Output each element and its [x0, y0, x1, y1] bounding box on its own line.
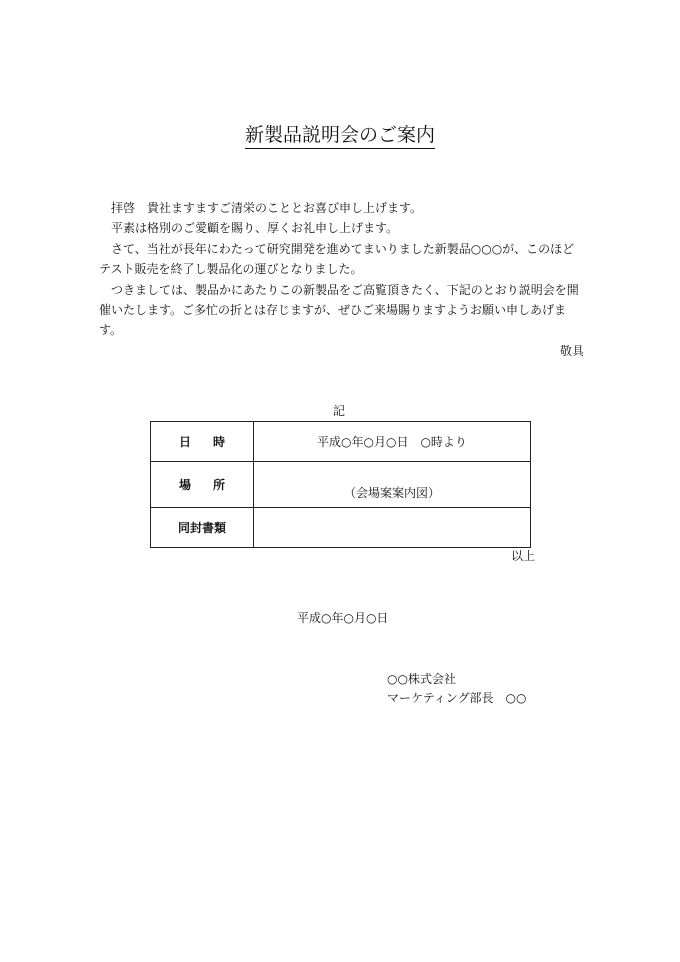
greeting-paragraph: 拝啓 貴社ますますご清栄のこととお喜び申し上げます。 — [111, 201, 423, 215]
invitation-paragraph: つきましては、製品かにあたりこの新製品をご高覧頂きたく、下記のとおり説明会を開催いたします。ご多忙の折とは存じますが、ぜひご来場賜りますようお願い申しあげます。 — [99, 282, 579, 338]
details-row-enclosures — [151, 508, 531, 548]
enclosures-value — [254, 508, 531, 548]
details-row-datetime — [151, 422, 531, 462]
details-table — [150, 421, 531, 548]
datetime-value: 平成○年○月○日 ○時より — [254, 422, 531, 462]
sender-department: マーケティング部長 ○○ — [387, 691, 527, 705]
document-title — [0, 122, 680, 148]
sender-block — [387, 670, 527, 708]
letter-body — [99, 198, 585, 341]
document-title-text: 新製品説明会のご案内 — [245, 124, 435, 149]
end-mark: 以上 — [511, 549, 536, 563]
sender-company: ○○株式会社 — [387, 672, 456, 686]
closing-word: 敬具 — [559, 344, 584, 358]
venue-label: 場所 — [151, 462, 254, 508]
venue-value: （会場案案内図） — [254, 462, 531, 508]
enclosures-label: 同封書類 — [151, 508, 254, 548]
letter-date: 平成○年○月○日 — [297, 611, 389, 625]
announcement-paragraph: さて、当社が長年にわたって研究開発を進めてまいりました新製品○○○が、このほどテスト販売を終了し製品化の運びとなりました。 — [99, 241, 575, 277]
details-row-venue — [151, 462, 531, 508]
thanks-paragraph: 平素は格別のご愛顧を賜り、厚くお礼申し上げます。 — [111, 221, 399, 236]
datetime-label: 日時 — [151, 422, 254, 462]
ki-heading: 記 — [333, 404, 346, 418]
